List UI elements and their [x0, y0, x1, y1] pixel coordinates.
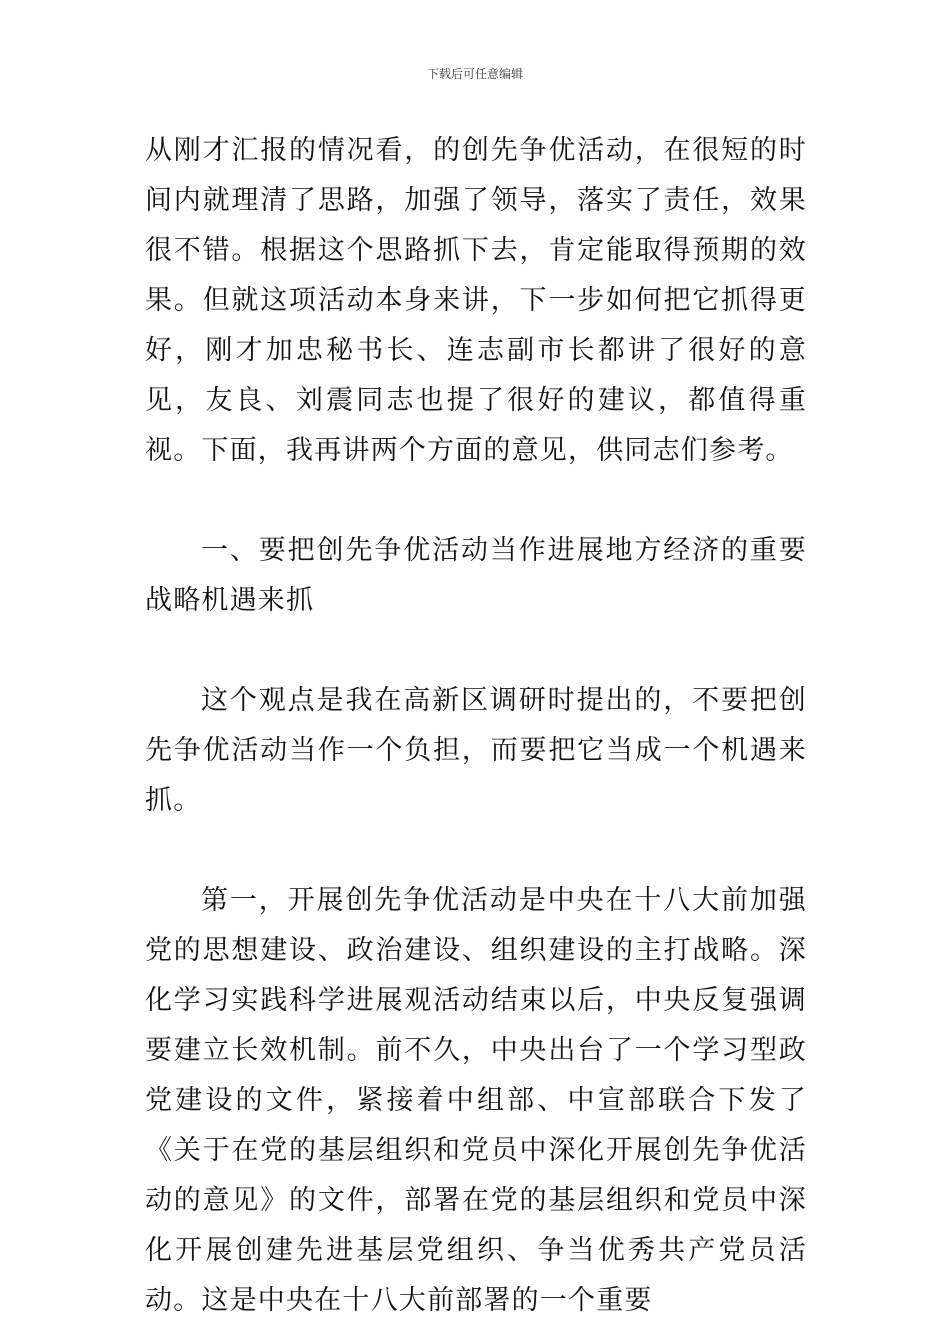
- paragraph-first-point: 第一，开展创先争优活动是中央在十八大前加强党的思想建设、政治建设、组织建设的主打战略。深化学习实践科学进展观活动结束以后，中央反复强调要建立长效机制。前不久，中央出台了一个学习型政党建设的文件，紧接着中组部、中宣部联合下发了《关于在党的基层组织和党员中深化开展创先争优活动的意见》的文件，部署在党的基层组织和党员中深化开展创建先进基层党组织、争当优秀共产党员活动。这是中央在十八大前部署的一个重要: [145, 885, 807, 1316]
- paragraph-gap: [145, 626, 807, 676]
- paragraph-gap: [145, 826, 807, 876]
- document-body: [145, 126, 807, 1326]
- paragraph-intro: 从刚才汇报的情况看，的创先争优活动，在很短的时间内就理清了思路，加强了领导，落实了责任，效果很不错。根据这个思路抓下去，肯定能取得预期的效果。但就这项活动本身来讲，下一步如何把它抓得更好，刚才加忠秘书长、连志副市长都讲了很好的意见，友良、刘震同志也提了很好的建议，都值得重视。下面，我再讲两个方面的意见，供同志们参考。: [145, 135, 807, 466]
- section-heading-1: 一、要把创先争优活动当作进展地方经济的重要战略机遇来抓: [145, 535, 807, 616]
- page-header-note: 下载后可任意编辑: [426, 67, 523, 81]
- paragraph-gap: [145, 476, 807, 526]
- paragraph-viewpoint: 这个观点是我在高新区调研时提出的，不要把创先争优活动当作一个负担，而要把它当成一个机遇来抓。: [145, 685, 807, 816]
